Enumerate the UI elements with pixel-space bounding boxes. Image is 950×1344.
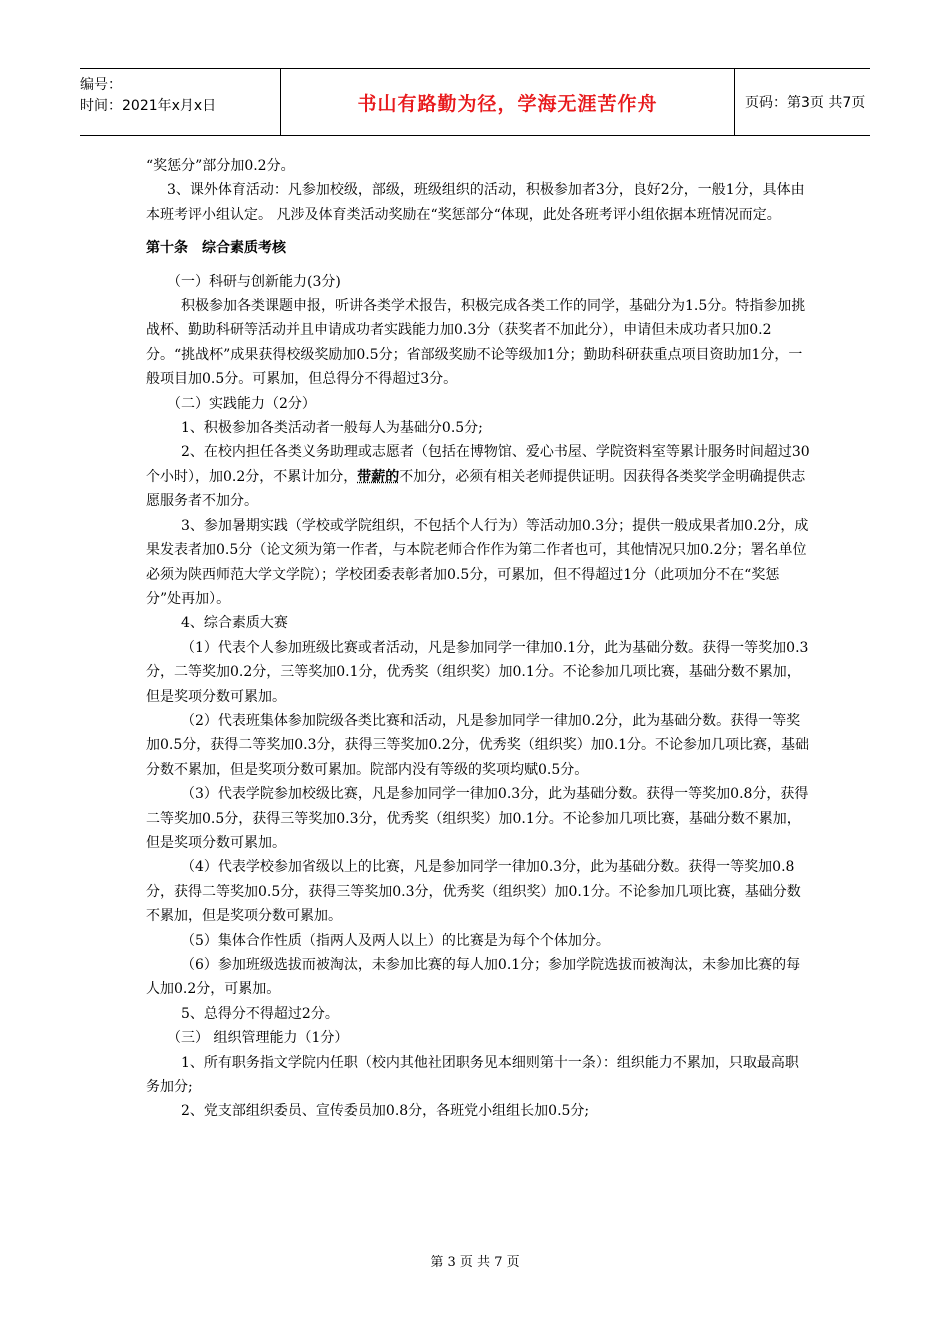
paragraph: 2、党支部组织委员、宣传委员加0.8分，各班党小组组长加0.5分; bbox=[181, 1103, 590, 1120]
document-body bbox=[146, 154, 810, 1124]
list-heading: 4、综合素质大赛 bbox=[181, 615, 288, 632]
paragraph: （1）代表个人参加班级比赛或者活动，凡是参加同学一律加0.1分，此为基础分数。获得一等奖加0.3分，二等奖加0.2分，三等奖加0.1分，优秀奖（组织奖）加0.1分。不论参加几项比赛，基础分数不累加，但是奖项分数可累加。 bbox=[146, 639, 809, 705]
paragraph: （5）集体合作性质（指两人及两人以上）的比赛是为每个个体加分。 bbox=[181, 932, 610, 949]
subsection-heading: （二）实践能力（2分） bbox=[167, 395, 316, 412]
header-table bbox=[80, 68, 870, 136]
paragraph: “奖惩分”部分加0.2分。 bbox=[146, 158, 295, 174]
paragraph-part: 2、在校内担任各类义务助理或志愿者（包括在博物馆、爱心书屋、学院资料室等累计服务时间超过30个小时），加0.2分，不累计加分， bbox=[146, 444, 810, 485]
paragraph: 5、总得分不得超过2分。 bbox=[181, 1005, 339, 1022]
subsection-heading: （一）科研与创新能力(3分) bbox=[167, 273, 341, 290]
paragraph: 3、课外体育活动：凡参加校级，部级，班级组织的活动，积极参加者3分，良好2分，一般1分，具体由本班考评小组认定。 凡涉及体育类活动奖励在“奖惩部分“体现，此处各班考评小组依据本班情况而定。 bbox=[146, 182, 805, 223]
paragraph: （2）代表班集体参加院级各类比赛和活动，凡是参加同学一律加0.2分，此为基础分数。获得一等奖加0.5分，获得二等奖加0.3分，获得三等奖加0.2分，优秀奖（组织奖）加0.1分。不论参加几项比赛，基础分数不累加，但是奖项分数可累加。院部内没有等级的奖项均赋0.5分。 bbox=[146, 712, 810, 778]
paragraph: 3、参加暑期实践（学校或学院组织，不包括个人行为）等活动加0.3分；提供一般成果者加0.2分，成果发表者加0.5分（论文须为第一作者，与本院老师合作作为第二作者也可，其他情况只加0.2分；署名单位必须为陕西师范大学文学院）；学校团委表彰者加0.5分，可累加，但不得超过1分（此项加分不在“奖惩分”处再加）。 bbox=[146, 517, 809, 607]
paragraph: （4）代表学校参加省级以上的比赛，凡是参加同学一律加0.3分，此为基础分数。获得一等奖加0.8分，获得二等奖加0.5分，获得三等奖加0.3分，优秀奖（组织奖）加0.1分。不论参加几项比赛，基础分数不累加，但是奖项分数可累加。 bbox=[146, 859, 801, 925]
header-motto: 书山有路勤为径，学海无涯苦作舟 bbox=[357, 92, 658, 115]
paragraph-part: 不加分，必须有相关老师提供证明。因获得各类奖学金明确提供志愿服务者不加分。 bbox=[146, 468, 806, 510]
header-left-cell bbox=[80, 69, 280, 135]
section-heading: 第十条 综合素质考核 bbox=[146, 240, 286, 257]
paragraph: 1、所有职务指文学院内任职（校内其他社团职务见本细则第十一条）：组织能力不累加，只取最高职务加分; bbox=[146, 1054, 799, 1096]
header-page-cell bbox=[735, 69, 870, 135]
doc-number-label: 编号： bbox=[80, 77, 122, 93]
header-page-label: 页码：第3页 共7页 bbox=[745, 95, 866, 111]
paragraph: （3）代表学院参加校级比赛，凡是参加同学一律加0.3分，此为基础分数。获得一等奖加0.8分，获得二等奖加0.5分，获得三等奖加0.3分，优秀奖（组织奖）加0.1分。不论参加几项比赛，基础分数不累加，但是奖项分数可累加。 bbox=[146, 786, 809, 851]
paragraph: 积极参加各类课题申报，听讲各类学术报告，积极完成各类工作的同学，基础分为1.5分。特指参加挑战杯、勤助科研等活动并且申请成功者实践能力加0.3分（获奖者不加此分），申请但未成功者只加0.2分。“挑战杯”成果获得校级奖励加0.5分；省部级奖励不论等级加1分；勤助科研获重点项目资助加1分，一般项目加0.5分。可累加，但总得分不得超过3分。 bbox=[146, 298, 806, 388]
header-motto-cell bbox=[280, 69, 735, 135]
page-footer: 第 3 页 共 7 页 bbox=[430, 1255, 520, 1270]
paragraph bbox=[146, 440, 810, 513]
doc-time-label: 时间：2021年x月x日 bbox=[80, 98, 217, 114]
highlighted-term: 带薪的 bbox=[357, 468, 400, 485]
subsection-heading: （三） 组织管理能力（1分） bbox=[167, 1030, 349, 1047]
paragraph: （6）参加班级选拔而被淘汰，未参加比赛的每人加0.1分；参加学院选拔而被淘汰，未参加比赛的每人加0.2分，可累加。 bbox=[146, 957, 801, 998]
paragraph: 1、积极参加各类活动者一般每人为基础分0.5分; bbox=[181, 420, 483, 437]
